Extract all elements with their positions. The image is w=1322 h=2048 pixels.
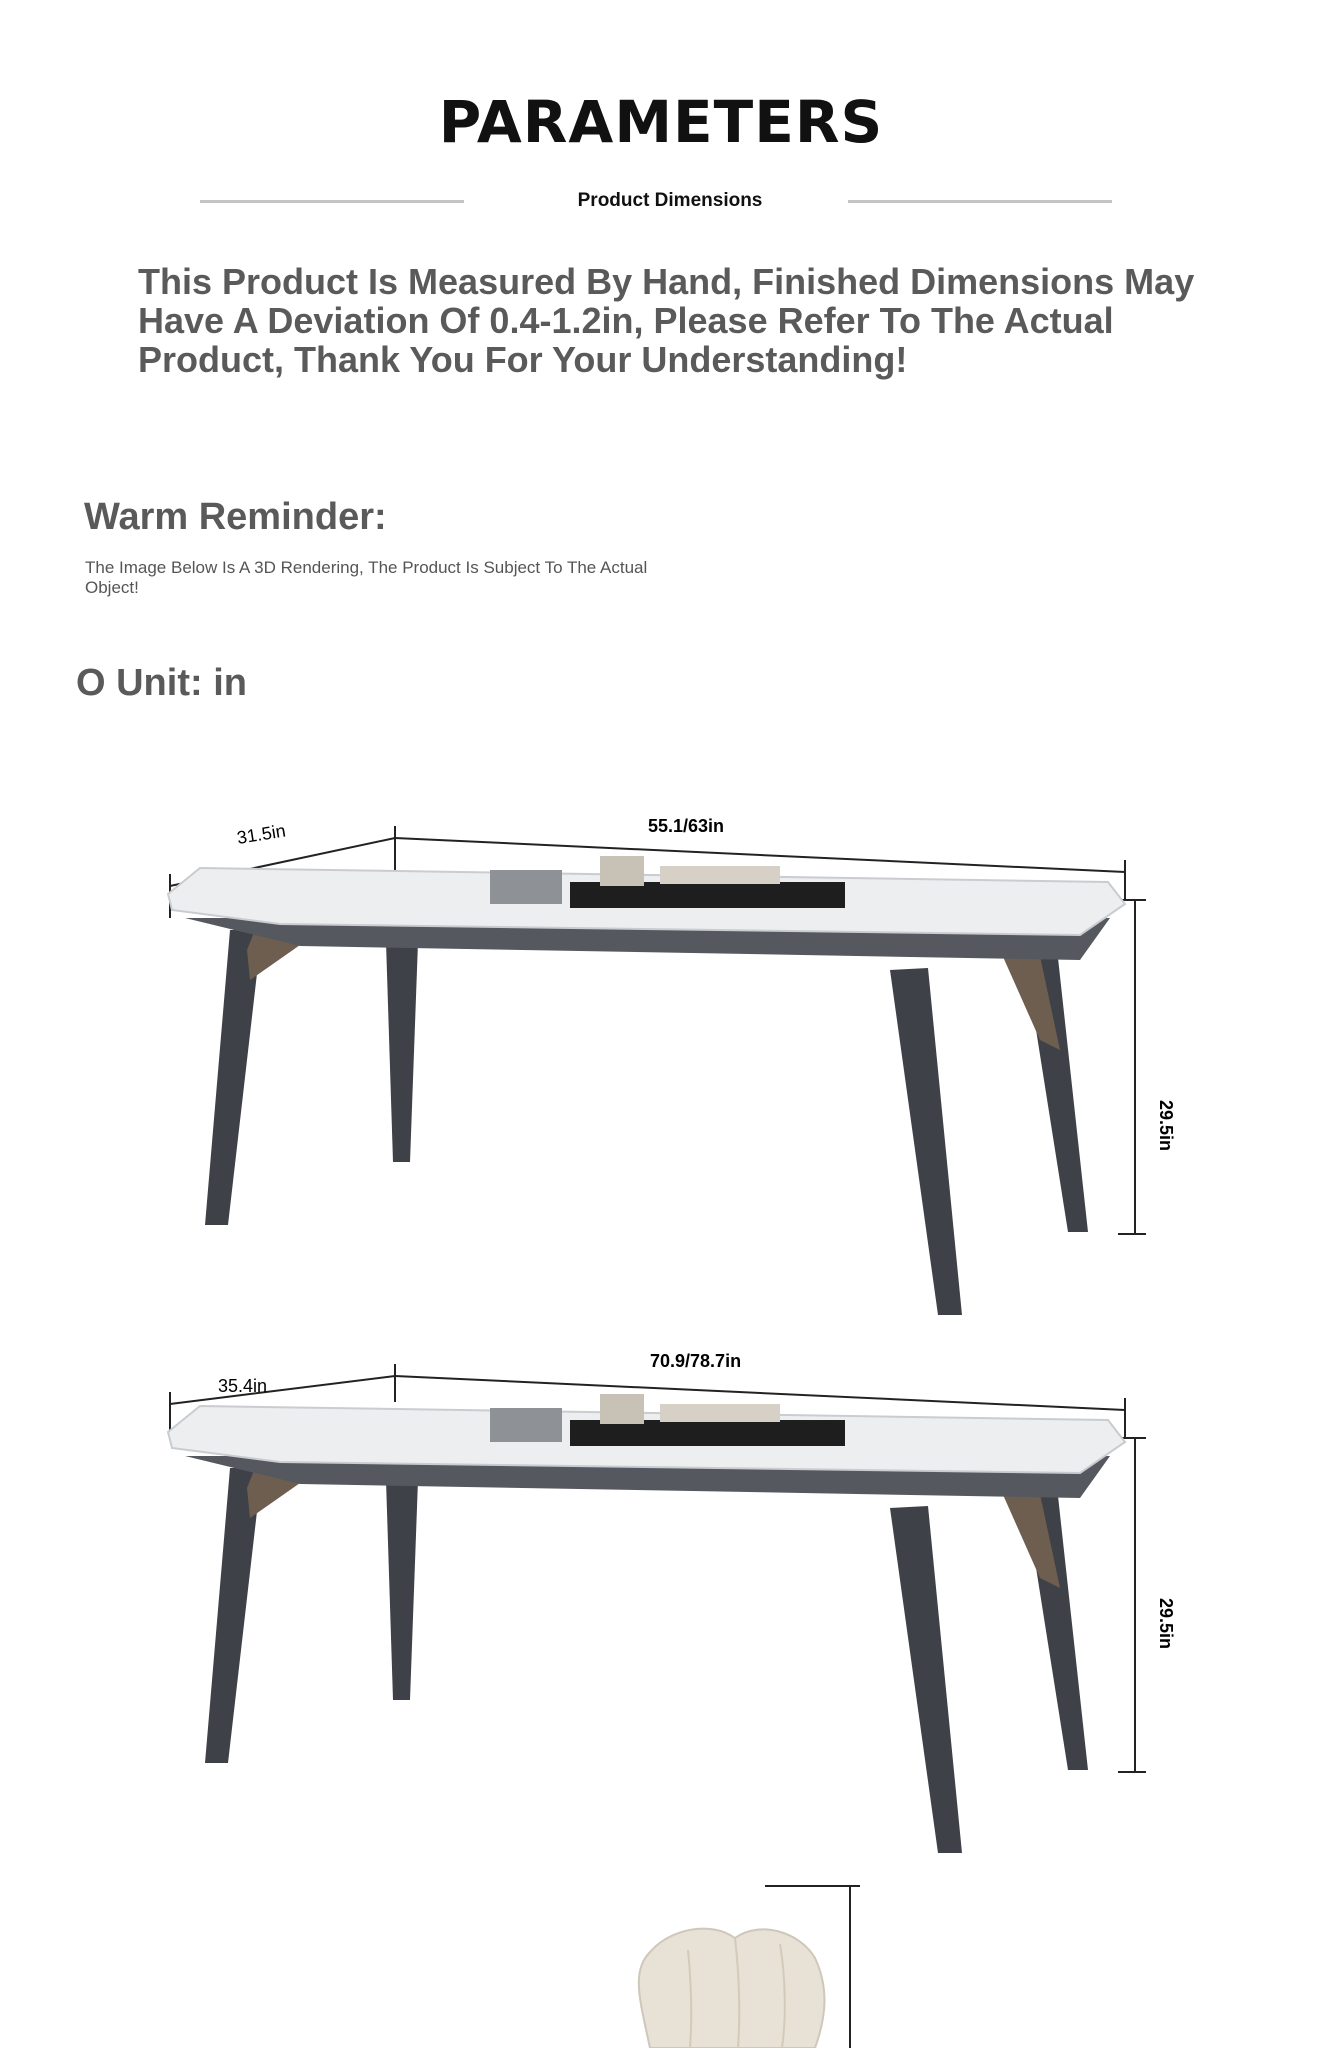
divider-right	[848, 200, 1112, 203]
leg-front-right	[890, 1506, 962, 1853]
measurement-notice: This Product Is Measured By Hand, Finished Dimensions May Have A Deviation Of 0.4-1.2in, Please Refer To The Actual Product, Thank You For Your Understanding!	[138, 261, 1195, 380]
reminder-text: The Image Below Is A 3D Rendering, The Product Is Subject To The Actual Object!	[85, 558, 648, 597]
page-title: PARAMETERS	[438, 88, 884, 156]
table-illustration-2	[0, 1340, 1322, 1880]
chair-illustration	[600, 1880, 900, 2048]
length-label-2: 70.9/78.7in	[650, 1351, 742, 1371]
table-illustration-1	[0, 800, 1322, 1340]
divider-left	[200, 200, 464, 203]
height-label-1: 29.5in	[1156, 1100, 1176, 1152]
height-label-2: 29.5in	[1156, 1598, 1176, 1650]
leg-front-right	[890, 968, 962, 1315]
unit-label: O Unit: in	[76, 662, 247, 704]
section-subtitle: Product Dimensions	[577, 190, 763, 211]
depth-label-1: 31.5in	[235, 820, 288, 848]
length-label-1: 55.1/63in	[648, 816, 725, 836]
reminder-heading: Warm Reminder:	[84, 496, 387, 538]
depth-label-2: 35.4in	[218, 1376, 268, 1396]
